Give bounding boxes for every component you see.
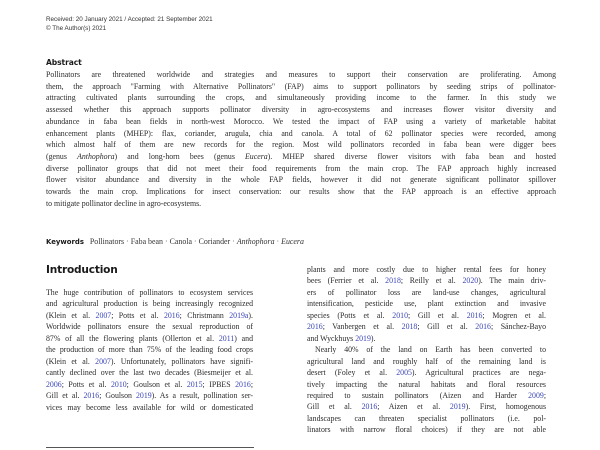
abstract-line: assessed whether this approach supports pollinator diversity in agro-ecosystems and increases flower visitor diversity and <box>46 105 556 115</box>
text-run: linators with narrow floral choices) if they are not able <box>307 425 546 435</box>
abstract-line: enhancement plants (MHEP): flax, coriander, arugula, chia and canola. A total of 62 pollinator species were recorded, among <box>46 128 556 138</box>
body-line <box>307 344 546 355</box>
text-run: ). MHEP shared diverse flower visitors with faba bean and hosted <box>267 151 556 161</box>
keyword-separator: · <box>164 237 168 246</box>
footnote-divider <box>46 447 254 448</box>
abstract-line: Pollinators are threatened worldwide and strategies and measures to support their conservation are proliferating. Among <box>46 70 556 79</box>
abstract-line: attracting cultivated plants surrounding the crops, and simultaneously providing income to the farmer. In this study we <box>46 93 556 103</box>
keywords <box>46 237 304 246</box>
keyword-item: Eucera <box>281 237 304 246</box>
abstract-line: them, the approach "Farming with Alternative Pollinators" (FAP) aims to support pollinators by seeding strips of pollinator- <box>46 81 556 91</box>
body-line <box>46 298 253 309</box>
text-run: ). The main driv- <box>478 276 546 286</box>
body-line <box>307 390 546 401</box>
citation-link[interactable]: 2006 <box>46 379 62 389</box>
text-run: ; Mogren et al. <box>482 310 546 320</box>
citation-link[interactable]: 2018 <box>385 276 401 286</box>
citation-link[interactable]: 2009 <box>528 390 544 400</box>
citation-link[interactable]: 2007 <box>95 356 111 366</box>
introduction-column-left <box>46 287 253 413</box>
text-run: ). Unfortunately, pollinators have signifi- <box>110 356 253 366</box>
text-run: (genus <box>46 151 78 161</box>
citation-link[interactable]: 2019 <box>135 391 152 401</box>
text-run: (Klein et al. <box>46 310 96 320</box>
text-run: desert (Foley et al. <box>307 368 397 378</box>
keyword-separator: · <box>126 237 129 246</box>
keyword-separator: · <box>193 237 197 246</box>
keyword-separator: · <box>276 237 280 246</box>
body-line <box>46 310 253 321</box>
citation-link[interactable]: 2011 <box>218 333 235 343</box>
text-run: ). As a result, pollination ser- <box>151 391 253 401</box>
abstract-line: which almost half of them are new records for the region. Most wild pollinators recorded in faba bean were digger bees <box>46 140 556 150</box>
body-line <box>46 287 253 298</box>
text-run: 87% of all the flowering plants (Ollerton et al. <box>46 333 219 343</box>
body-line <box>46 344 253 355</box>
citation-link[interactable]: 2007 <box>95 310 112 320</box>
abstract-line: to mitigate pollinator decline in agro-ecosystems. <box>46 198 202 208</box>
body-line <box>46 402 253 413</box>
text-run: ; Christmann <box>179 310 230 320</box>
body-line <box>307 287 546 298</box>
text-run: ; Gill et al. <box>407 310 467 320</box>
citation-link[interactable]: 2016 <box>235 379 251 389</box>
text-run: species (Potts et al. <box>307 310 393 320</box>
body-line <box>307 321 546 332</box>
text-run: ers of pollinator loss are land-use changes, agricultural <box>307 287 546 297</box>
citation-link[interactable]: 2019 <box>355 333 371 343</box>
citation-link[interactable]: 2016 <box>466 310 483 320</box>
keyword-item: Anthophora <box>236 237 275 246</box>
text-run: required to sustain pollinators (Aizen and Harder <box>307 390 529 400</box>
abstract-line: diverse pollinator groups that did not meet their food requirements from the main crop. The FAP approach highly increased <box>46 163 556 173</box>
text-run: ; Goulson <box>99 391 136 401</box>
abstract-heading: Abstract <box>46 58 82 67</box>
text-run: ) and <box>234 333 253 343</box>
text-run: ; Goulson et al. <box>126 379 187 389</box>
citation-link[interactable]: 2010 <box>110 379 127 389</box>
body-line <box>307 379 546 390</box>
citation-link[interactable]: 2018 <box>401 322 418 332</box>
citation-link[interactable]: 2016 <box>475 322 491 332</box>
text-run: ; Gill et al. <box>417 322 476 332</box>
text-run: Nearly 40% of the land on Earth has been converted to <box>315 345 546 355</box>
text-run: ; <box>250 379 253 389</box>
body-line <box>307 356 546 367</box>
genus-name: Anthophora <box>77 151 115 161</box>
text-run: Gill et al. <box>46 391 84 401</box>
citation-link[interactable]: 2015 <box>186 379 203 389</box>
text-run: ; Aizen et al. <box>377 402 450 412</box>
abstract-line: abundance in faba bean fields in north-west Morocco. We tested the impact of FAP using a variety of marketable habitat <box>46 116 556 126</box>
genus-name: Eucera <box>245 151 268 161</box>
text-run: the production of more than 75% of the leading food crops <box>46 345 253 355</box>
text-run: ; Potts et al. <box>111 310 164 320</box>
copyright-notice: © The Author(s) 2021 <box>46 25 107 32</box>
text-run: ; <box>543 390 546 400</box>
keyword-item: Canola <box>169 237 192 246</box>
text-run: ; Vanbergen et al. <box>322 322 402 332</box>
body-line <box>307 298 546 309</box>
citation-link[interactable]: 2016 <box>83 391 100 401</box>
text-run: tively impacting the natural habitats and floral resources <box>307 379 546 389</box>
keyword-separator: · <box>232 237 235 246</box>
text-run: ). <box>248 310 253 320</box>
keywords-label: Keywords <box>46 238 84 246</box>
text-run: vices may become less available for wild or domesticated <box>46 402 253 412</box>
text-run: The huge contribution of pollinators to ecosystem services <box>46 288 253 297</box>
text-run: ; IPBES <box>202 379 236 389</box>
body-line <box>307 333 546 344</box>
abstract-line: towards the main crop. Implications for insect conservation: our results show that the FAP approach is an effective approach <box>46 187 556 197</box>
body-line <box>307 413 546 424</box>
body-line <box>307 275 546 286</box>
keyword-item: Coriander <box>198 237 231 246</box>
text-run: intensification, pesticide use, plant extinction and invasive <box>307 299 546 309</box>
citation-link[interactable]: 2010 <box>392 310 408 320</box>
text-run: and agricultural production is being increasingly recognized <box>46 299 253 309</box>
keyword-item: Faba bean <box>130 237 163 246</box>
text-run: ). Agricultural practices are nega- <box>411 368 546 378</box>
body-line <box>46 356 253 367</box>
text-run: ). First, homogenous <box>465 402 546 412</box>
text-run: plants and more costly due to higher rental fees for honey <box>307 265 546 274</box>
text-run: and Wyckhuys <box>307 333 356 343</box>
body-line <box>46 367 253 378</box>
abstract-line <box>46 151 556 163</box>
citation-link[interactable]: 2019a <box>229 310 249 320</box>
citation-link[interactable]: 2016 <box>307 322 323 332</box>
text-run: ; Potts et al. <box>61 379 111 389</box>
citation-link[interactable]: 2019 <box>449 402 466 412</box>
article-meta <box>46 15 213 33</box>
text-run: bees (Ferrier et al. <box>307 276 386 286</box>
body-line <box>307 310 546 321</box>
body-line <box>46 390 253 401</box>
citation-link[interactable]: 2020 <box>462 276 479 286</box>
keywords-list <box>90 237 304 246</box>
introduction-column-right <box>307 264 546 436</box>
abstract-body <box>46 69 556 209</box>
text-run: landscapes can threaten specialist pollinators (i.e. pol- <box>307 413 546 423</box>
text-run: Worldwide pollinators ensure the sexual reproduction of <box>46 322 253 332</box>
body-line <box>307 424 546 435</box>
body-line <box>307 264 546 275</box>
body-line <box>46 321 253 332</box>
abstract-line: flower visitor abundance and diversity in the whole FAP fields, however it did not generate significant pollinator spillover <box>46 175 556 185</box>
body-line <box>307 401 546 412</box>
introduction-heading: Introduction <box>46 264 118 276</box>
text-run: (Klein et al. <box>46 356 96 366</box>
text-run: ) and long-horn bees (genus <box>114 151 246 161</box>
body-line <box>46 379 253 390</box>
text-run: ). <box>370 333 376 343</box>
text-run: Gill et al. <box>307 402 362 412</box>
text-run: ; Sánchez-Bayo <box>490 322 546 332</box>
keyword-item: Pollinators <box>89 237 125 246</box>
citation-link[interactable]: 2016 <box>163 310 180 320</box>
received-accepted-dates: Received: 20 January 2021 / Accepted: 21 September 2021 <box>46 16 213 23</box>
text-run: cantly declined over the last two decades (Biesmeijer et al. <box>46 368 253 378</box>
citation-link[interactable]: 2005 <box>396 368 412 378</box>
body-line <box>46 333 253 344</box>
text-run: agricultural land and roughly half of the remaining land is <box>307 356 546 366</box>
body-line <box>307 367 546 378</box>
citation-link[interactable]: 2016 <box>361 402 378 412</box>
text-run: ; Reilly et al. <box>400 276 463 286</box>
